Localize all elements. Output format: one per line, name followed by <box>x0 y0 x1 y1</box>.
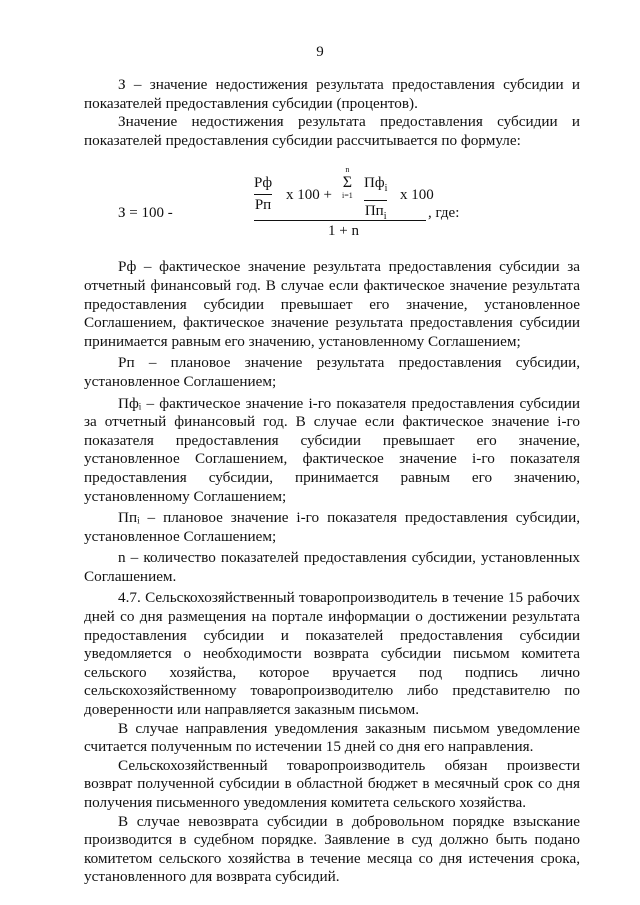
formula-times: х 100 + <box>286 187 332 204</box>
subscript-i: i <box>384 183 388 195</box>
document-body <box>84 76 580 887</box>
sigma-lower: i=1 <box>342 191 353 201</box>
subscript-i: i <box>383 210 387 222</box>
fraction-numerator: Пф <box>364 175 385 192</box>
formula-lhs: З = 100 - <box>118 205 173 222</box>
formula-denominator: 1 + n <box>328 223 359 240</box>
sigma-upper: n <box>345 165 350 175</box>
formula-main-fraction-bar <box>254 220 426 221</box>
formula-times: х 100 <box>400 187 434 204</box>
fraction-denominator: Пп <box>364 202 384 219</box>
formula <box>84 158 580 250</box>
paragraph: Пфᵢ – фактическое значение i-го показателя предоставления субсидии за отчетный финансовый год. В случае если фактическое значение i-го показателя предоставления субсидии превышает его значение, установленное Соглашением, фактическое значение i-го показателя предоставления субсидии, принимается равным его значению, установленному Соглашением; <box>84 394 580 505</box>
paragraph: Ппᵢ – плановое значение i-го показателя предоставления субсидии, установленное Соглашением; <box>84 509 580 545</box>
page-number: 9 <box>316 44 324 60</box>
paragraph: Рп – плановое значение результата предоставления субсидии, установленное Соглашением; <box>84 354 580 390</box>
formula-fraction-rf-rp <box>254 174 272 214</box>
paragraph: Рф – фактическое значение результата предоставления субсидии за отчетный финансовый год. В случае если фактическое значение результата предоставления субсидии превышает его значение, установленное Соглашением, фактическое значение результата предоставления субсидии принимается равным его значению, установленному Соглашением; <box>84 258 580 350</box>
paragraph: З – значение недостижения результата предоставления субсидии и показателей предоставления субсидии (процентов). <box>84 76 580 112</box>
sigma-symbol: Σ <box>342 174 353 192</box>
paragraph: В случае невозврата субсидии в добровольном порядке взыскание производится в судебном порядке. Заявление в суд должно быть подано комитетом сельского хозяйства в течение месяца со дня истечения срока, установленного для возврата субсидий. <box>84 812 580 886</box>
fraction-denominator: Рп <box>254 196 272 213</box>
paragraph: Сельскохозяйственный товаропроизводитель обязан произвести возврат полученной субсидии в областной бюджет в месячный срок со дня получения письменного уведомления комитета сельского хозяйства. <box>84 756 580 811</box>
paragraph: Значение недостижения результата предоставления субсидии и показателей предоставления субсидии рассчитывается по формуле: <box>84 113 580 149</box>
paragraph: n – количество показателей предоставления субсидии, установленных Соглашением. <box>84 549 580 585</box>
formula-fraction-pf-pp <box>364 174 387 226</box>
formula-where: , где: <box>428 205 460 222</box>
formula-sigma <box>342 164 353 202</box>
paragraph: В случае направления уведомления заказным письмом уведомление считается полученным по истечении 15 дней со дня его направления. <box>84 719 580 756</box>
paragraph: 4.7. Сельскохозяйственный товаропроизводитель в течение 15 рабочих дней со дня размещения на портале информации о достижении результата предоставления субсидии и показателей предоставления субсидии уведомляется о необходимости возврата субсидии письмом комитета сельского хозяйства, которое вручается под подпись лично сельскохозяйственному товаропроизводителю либо представителю по доверенности или направляется заказным письмом. <box>84 589 580 719</box>
fraction-numerator: Рф <box>254 175 273 192</box>
